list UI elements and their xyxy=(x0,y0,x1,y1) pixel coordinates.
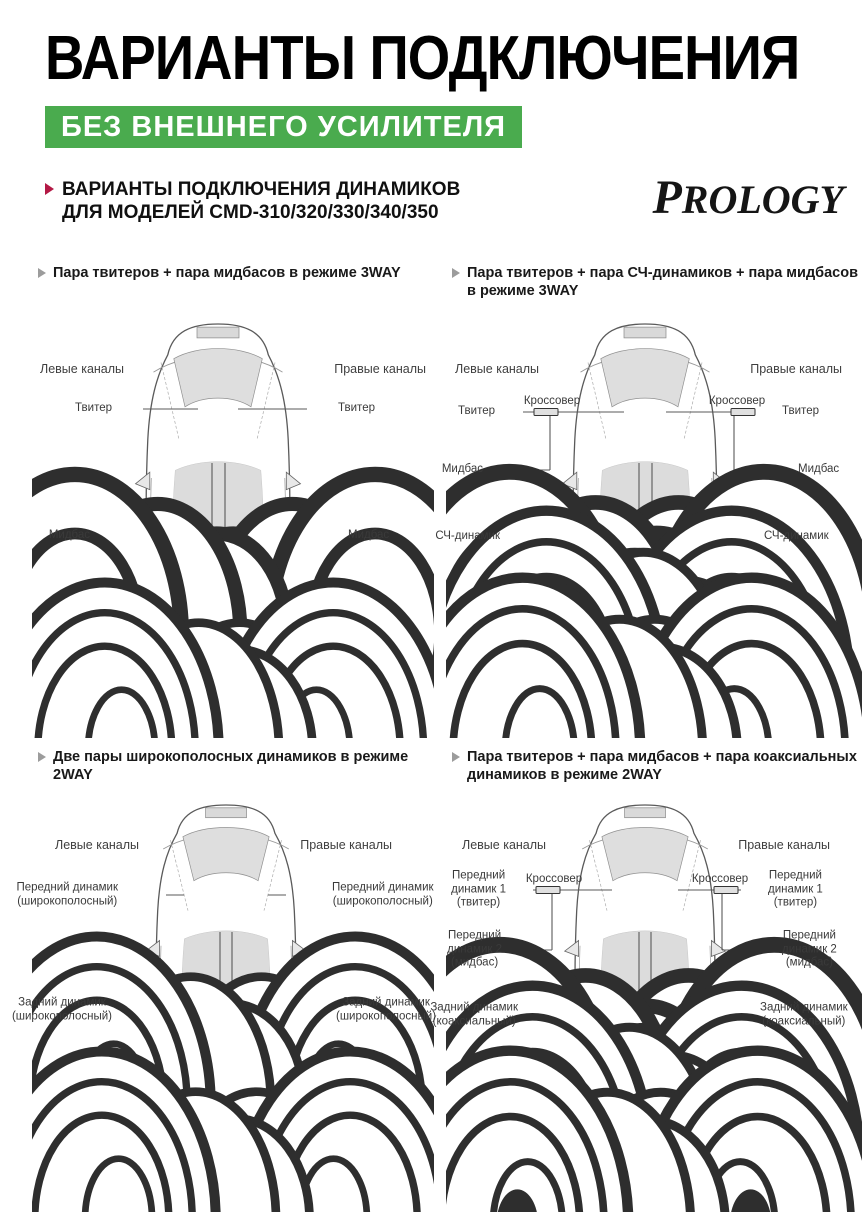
gray-arrow-bullet-icon xyxy=(38,752,46,762)
red-arrow-bullet-icon xyxy=(45,183,54,195)
speaker-label: Твитер xyxy=(782,405,819,418)
diagram-title-line: 2WAY xyxy=(53,767,93,783)
diagram-heading xyxy=(38,748,408,784)
speaker-label: СЧ-динамик xyxy=(764,530,829,543)
speaker-label: Передний динамик (широкополосный) xyxy=(332,881,434,907)
car-diagram xyxy=(32,742,437,1212)
crossover-box xyxy=(536,887,560,894)
speaker-label: Задний динамик (коаксиальный) xyxy=(430,1001,518,1027)
brand-logo: PROLOGY xyxy=(652,171,844,224)
speaker-label: Мидбас xyxy=(348,529,390,542)
speaker-label: Передний динамик (широкополосный) xyxy=(16,881,118,907)
diagram-title-line: Пара твитеров + пара СЧ-динамиков + пара мидбасов xyxy=(467,265,858,281)
diagram-title xyxy=(53,748,408,784)
section-heading-line1: ВАРИАНТЫ ПОДКЛЮЧЕНИЯ ДИНАМИКОВ xyxy=(62,179,461,200)
right-channels-label: Правые каналы xyxy=(334,362,426,376)
left-channels-label: Левые каналы xyxy=(455,362,540,376)
left-channels-label: Левые каналы xyxy=(40,362,125,376)
speaker-label: Передний динамик 2 (мидбас) xyxy=(782,929,837,969)
car-diagram xyxy=(446,742,862,1212)
diagram-title-line: Две пары широкополосных динамиков в режиме xyxy=(53,749,409,765)
gray-arrow-bullet-icon xyxy=(452,752,460,762)
diagram-heading xyxy=(38,264,401,282)
left-channels-label: Левые каналы xyxy=(462,838,547,852)
diagram-title-line: динамиков в режиме 2WAY xyxy=(467,767,662,783)
speaker-label: Передний динамик 1 (твитер) xyxy=(768,869,823,909)
gray-arrow-bullet-icon xyxy=(452,268,460,278)
car-diagram xyxy=(446,258,862,738)
crossover-box xyxy=(731,409,755,416)
left-channels-label: Левые каналы xyxy=(55,838,140,852)
diagram-panel xyxy=(435,258,862,738)
speaker-label: Мидбас xyxy=(798,463,840,476)
right-channels-label: Правые каналы xyxy=(300,838,392,852)
diagram-title xyxy=(467,264,858,300)
crossover-label: Кроссовер xyxy=(708,395,766,407)
subtitle-banner: БЕЗ ВНЕШНЕГО УСИЛИТЕЛЯ xyxy=(45,106,522,148)
speaker-label: Передний динамик 1 (твитер) xyxy=(451,869,506,909)
crossover-box xyxy=(534,409,558,416)
diagram-title xyxy=(53,264,401,282)
page-title: ВАРИАНТЫ ПОДКЛЮЧЕНИЯ xyxy=(45,24,800,93)
speaker-label: Твитер xyxy=(338,402,375,415)
crossover-label: Кроссовер xyxy=(525,873,583,885)
diagram-panel xyxy=(430,742,862,1212)
diagram-heading xyxy=(452,264,858,300)
speaker-label: Твитер xyxy=(458,405,495,418)
gray-arrow-bullet-icon xyxy=(38,268,46,278)
diagram-title-line: в режиме 3WAY xyxy=(467,283,579,299)
speaker-label: Задний динамик (широкополосный) xyxy=(11,996,112,1022)
section-heading-line2: ДЛЯ МОДЕЛЕЙ CMD-310/320/330/340/350 xyxy=(62,202,439,223)
diagram-panel xyxy=(11,742,437,1212)
diagram-title-line: Пара твитеров + пара мидбасов + пара коаксиальных xyxy=(467,749,857,765)
crossover-box xyxy=(714,887,738,894)
speaker-label: Твитер xyxy=(75,402,112,415)
right-channels-label: Правые каналы xyxy=(750,362,842,376)
diagram-heading xyxy=(452,748,857,784)
crossover-label: Кроссовер xyxy=(523,395,581,407)
speaker-label: Мидбас xyxy=(48,529,90,542)
speaker-label: Передний динамик 2 (мидбас) xyxy=(447,929,502,969)
speaker-label: Задний динамик (широкополосный) xyxy=(336,996,437,1022)
diagram-panel xyxy=(32,258,434,738)
speaker-label: Мидбас xyxy=(441,463,483,476)
section-heading xyxy=(45,178,460,224)
diagram-title-line: Пара твитеров + пара мидбасов в режиме 3WAY xyxy=(53,265,401,281)
right-channels-label: Правые каналы xyxy=(738,838,830,852)
speaker-label: Задний динамик (коаксиальный) xyxy=(760,1001,848,1027)
diagram-title xyxy=(467,748,857,784)
crossover-label: Кроссовер xyxy=(691,873,749,885)
speaker-label: СЧ-динамик xyxy=(435,530,500,543)
car-diagram xyxy=(32,258,434,738)
